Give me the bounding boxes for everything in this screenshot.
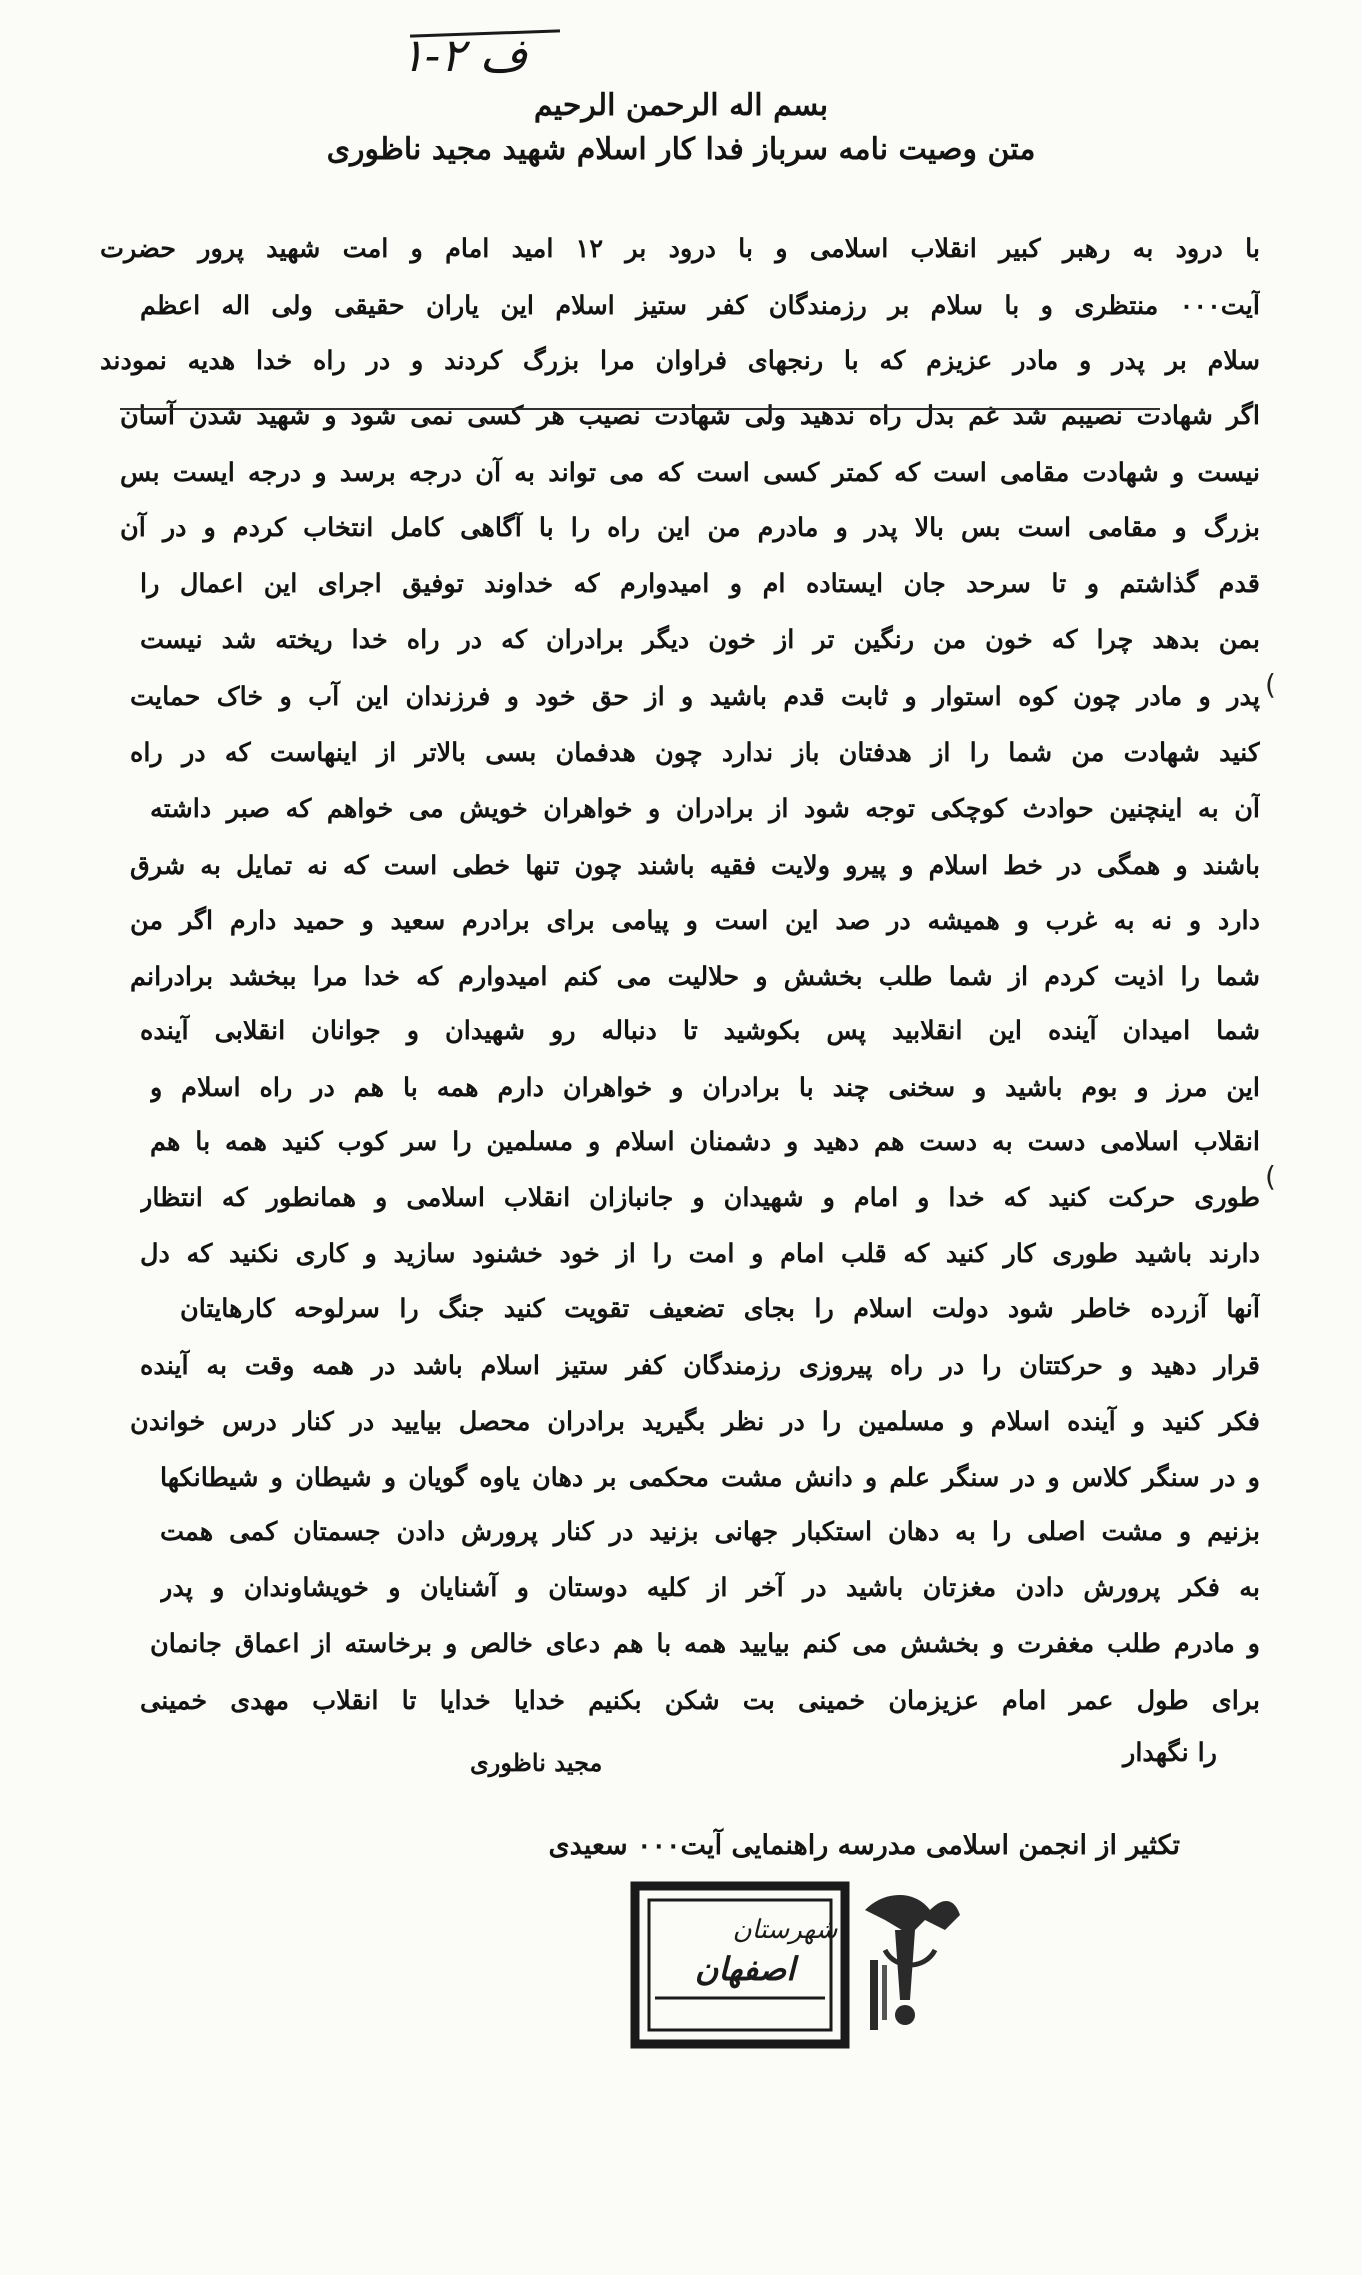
testament-line: شما امیدان آینده این انقلابید پس بکوشید تا دنباله رو شهیدان و جوانان انقلابی آینده <box>140 1016 1260 1046</box>
testament-line: اگر شهادت نصیبم شد غم بدل راه ندهید ولی شهادت نصیب هر کسی نمی شود و شهید شدن آسان <box>120 401 1260 431</box>
testament-line: به فکر پرورش دادن مغزتان باشید در آخر از کلیه دوستان و آشنایان و خویشاوندان و پدر <box>160 1573 1260 1603</box>
testament-line: برای طول عمر امام عزیزمان خمینی بت شکن بکنیم خدایا خدایا تا انقلاب مهدی خمینی <box>140 1686 1260 1716</box>
basmala: بسم اله الرحمن الرحیم <box>533 88 829 123</box>
testament-line: این مرز و بوم باشید و سخنی چند با برادران و خواهران دارم همه با هم در راه اسلام و <box>150 1073 1260 1103</box>
handwritten-underline <box>120 408 1160 410</box>
testament-line: بزنیم و مشت اصلی را به دهان استکبار جهانی بزنید در کنار پرورش دادن جسمتان کمی همت <box>160 1517 1260 1547</box>
margin-bracket-mark: ( <box>1265 668 1276 701</box>
testament-line: آن به اینچنین حوادث کوچکی توجه شود از برادران و خواهران خویش می خواهم که صبر داشته <box>150 794 1260 824</box>
testament-line: قدم گذاشتم و تا سرحد جان ایستاده ام و امیدوارم که خداوند توفیق اجرای این اعمال را <box>140 569 1260 599</box>
testament-line: طوری حرکت کنید که خدا و امام و شهیدان و جانبازان انقلاب اسلامی و همانطور که انتظار <box>140 1183 1260 1213</box>
stamp-line-2: اصفهان <box>694 1950 796 1988</box>
stamp-emblem <box>865 1895 960 2030</box>
testament-line: بمن بدهد چرا که خون من رنگین تر از خون دیگر برادران که در راه خدا ریخته شد نیست <box>140 625 1260 655</box>
testament-line: قرار دهید و حرکتتان را در راه پیروزی رزمندگان کفر ستیز اسلام باشد در همه وقت به آینده <box>140 1351 1260 1381</box>
testament-line: نیست و شهادت مقامی است که کمتر کسی است که می تواند به آن درجه برسد و درجه ایست بس <box>120 458 1260 488</box>
testament-line: و در سنگر کلاس و در سنگر علم و دانش مشت محکمی بر دهان یاوه گویان و شیطان و شیطانکها <box>160 1463 1260 1493</box>
testament-line: پدر و مادر چون کوه استوار و ثابت قدم باشید و از حق خود و فرزندان این آب و خاک حمایت <box>130 682 1260 712</box>
document-number: ف ۲-۱ <box>400 28 528 82</box>
testament-line: فکر کنید و آینده اسلام و مسلمین را در نظر بگیرید برادران محصل بیایید در کنار درس خواندن <box>130 1407 1260 1437</box>
signature-name: مجید ناظوری <box>470 1748 603 1777</box>
testament-line: انقلاب اسلامی دست به دست هم دهید و دشمنان اسلام و مسلمین را سر کوب کنید همه با هم <box>150 1127 1260 1157</box>
testament-line: کنید شهادت من شما را از هدفتان باز ندارد چون هدفمان بسی بالاتر از اینهاست که در راه <box>130 738 1260 768</box>
copy-credit-footer: تکثیر از انجمن اسلامی مدرسه راهنمایی آیت۰۰۰ سعیدی <box>548 1830 1180 1861</box>
stamp-line-1: شهرستان <box>732 1915 838 1945</box>
testament-line: دارد و نه به غرب و همیشه در صد این است و پیامی برای برادرم سعید و حمید دارم اگر من <box>130 906 1260 936</box>
document-title: متن وصیت نامه سرباز فدا کار اسلام شهید مجید ناظوری <box>326 132 1036 167</box>
testament-line: بزرگ و مقامی است بس بالا پدر و مادرم من این راه را با آگاهی کامل انتخاب کردم و در آن <box>120 513 1260 543</box>
testament-line: شما را اذیت کردم از شما طلب بخشش و حلالیت می کنم امیدوارم که خدا مرا ببخشد برادرانم <box>130 962 1260 992</box>
testament-line: باشند و همگی در خط اسلام و پیرو ولایت فقیه باشند چون تنها خطی است که نه تمایل به شرق <box>130 851 1260 881</box>
testament-line: سلام بر پدر و مادر عزیزم که با رنجهای فراوان مرا بزرگ کردند و در راه خدا هدیه نمودند <box>100 346 1260 376</box>
margin-bracket-mark: ( <box>1265 1160 1276 1193</box>
testament-line: و مادرم طلب مغفرت و بخشش می کنم بیایید همه با هم دعای خالص و برخاسته از اعماق جانمان <box>150 1629 1260 1659</box>
testament-line: با درود به رهبر کبیر انقلاب اسلامی و با درود بر ۱۲ امید امام و امت شهید پرور حضرت <box>100 234 1260 264</box>
official-stamp <box>625 1880 965 2050</box>
testament-line: آیت۰۰۰ منتظری و با سلام بر رزمندگان کفر ستیز اسلام این یاران حقیقی ولی اله اعظم <box>140 291 1260 321</box>
testament-line: آنها آزرده خاطر شود دولت اسلام را بجای تضعیف تقویت کنید جنگ را سرلوحه کارهایتان <box>180 1294 1260 1324</box>
testament-line: دارند باشید طوری کار کنید که قلب امام و امت را از خود خشنود سازید و کاری نکنید که دل <box>140 1239 1260 1269</box>
closing-line: را نگهدار <box>1123 1738 1217 1768</box>
